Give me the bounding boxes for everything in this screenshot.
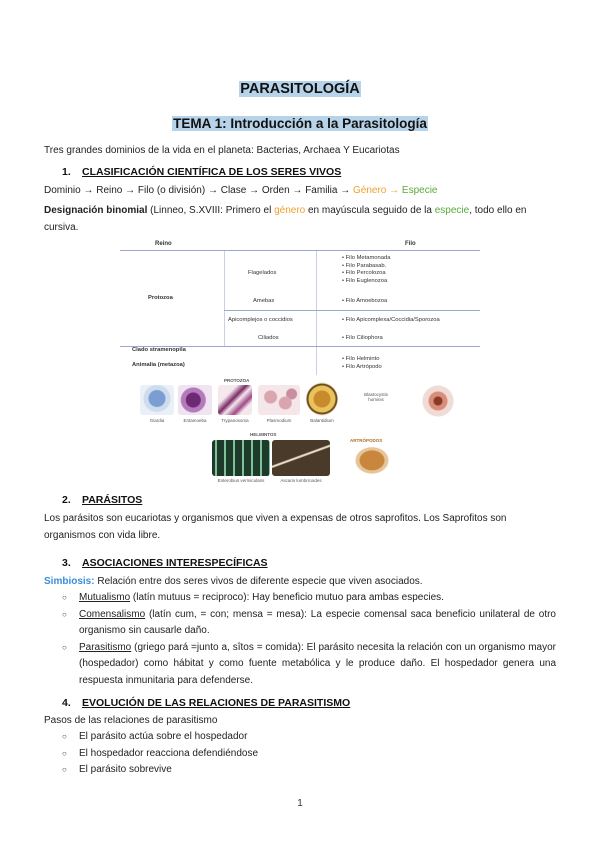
page-number: 1 xyxy=(297,798,303,809)
balantidium-image xyxy=(306,382,338,416)
list-item: ○ El parásito sobrevive xyxy=(62,764,172,775)
list-item: • Filo Euglenozoa xyxy=(342,277,388,284)
reino-protozoa: Protozoa xyxy=(148,295,173,301)
list-item: ○ El parásito actúa sobre el hospedador xyxy=(62,731,248,742)
reino-animalia: Animalia (metazoa) xyxy=(132,362,185,368)
plasmodium-image xyxy=(258,385,300,415)
giardia-image xyxy=(140,385,174,415)
filos-flagelados-list xyxy=(342,255,390,285)
group-apicomplejos: Apicomplejos o coccidios xyxy=(228,317,293,323)
page-subtitle: TEMA 1: Introducción a la Parasitología xyxy=(173,116,427,131)
ascaris-image xyxy=(272,440,330,476)
blastocystis-image xyxy=(416,382,460,420)
section-1-heading: 1. CLASIFICACIÓN CIENTÍFICA DE LOS SERES VIVOS xyxy=(62,166,342,178)
list-item: ○ Comensalismo (latín cum, = con; mensa = mesa): La especie comensal saca beneficio unilateral de otro organismo sin causarle daño. xyxy=(62,608,556,636)
trypanosoma-image xyxy=(218,385,252,415)
filo-apicomplejos: • Filo Apicomplexa/Coccidia/Sporozoa xyxy=(342,317,440,323)
list-item: • Filo Helminto xyxy=(342,356,380,362)
list-item: • Filo Artrópodo xyxy=(342,363,382,370)
group-amebas: Amebas xyxy=(253,298,275,304)
entamoeba-image xyxy=(178,385,212,415)
list-item: ○ Mutualismo (latín mutuus = reciproco): Hay beneficio mutuo para ambas especies. xyxy=(62,592,444,603)
intro-text: Tres grandes dominios de la vida en el planeta: Bacterias, Archaea Y Eucariotas xyxy=(44,145,400,156)
simbiosis-definition: Simbiosis: Relación entre dos seres vivos de diferente especie que viven asociados. xyxy=(44,576,423,587)
section-4-heading: 4. EVOLUCIÓN DE LAS RELACIONES DE PARASITISMO xyxy=(62,697,351,709)
list-item: ○ Parasitismo (griego pará =junto a, sîtos = comida): El parásito necesita la relación con un organismo mayor (hospedador) como hábitat y como fuente metabólica y le produce daño. El hospedador genera una respuesta inmunitaria para defenderse. xyxy=(62,641,556,686)
reino-clado-stramenopila: Clado stramenopila xyxy=(132,347,186,353)
classification-table xyxy=(120,240,480,375)
list-item: • Filo Metamonada xyxy=(342,255,391,261)
taxonomy-hierarchy: Dominio → Reino → Filo (o división) → Clase → Orden → Familia → Género → Especie xyxy=(44,185,438,196)
table-header-reino: Reino xyxy=(155,241,172,247)
protozoa-images: PROTOZOA Giardia Entamoeba Trypanosoma Plasmodium Balantidium Blastocystis hominis xyxy=(140,378,480,428)
binomial-designation: Designación binomial (Linneo, S.XVIII: Primero el género en mayúscula seguido de la especie, todo ello en cursiva. xyxy=(44,205,527,233)
section-2-heading: 2. PARÁSITOS xyxy=(62,494,143,506)
list-item: ○ El hospedador reacciona defendiéndose xyxy=(62,747,259,759)
table-header-filo: Filo xyxy=(405,241,416,247)
filos-animalia-list xyxy=(342,356,382,371)
artropodo-image xyxy=(350,446,394,478)
filo-ciliados: • Filo Ciliophora xyxy=(342,335,383,341)
evolucion-steps xyxy=(62,729,556,779)
evolucion-intro: Pasos de las relaciones de parasitismo xyxy=(44,715,218,726)
group-ciliados: Ciliados xyxy=(258,335,279,341)
parasitos-text: Los parásitos son eucariotas y organismos que viven a expensas de otros saprofitos. Los Saprofitos son organismos con vida libre. xyxy=(44,513,507,541)
list-item: • Filo Parabasab. xyxy=(342,262,387,269)
helmintos-artropodos-images: HELMINTOS Enterobius vermicularis Ascaris lumbricoides ARTRÓPODOS xyxy=(210,432,430,488)
filo-amebas: • Filo Amoebozoa xyxy=(342,298,388,304)
enterobius-image xyxy=(212,440,270,476)
section-3-heading: 3. ASOCIACIONES INTERESPECÍFICAS xyxy=(62,557,268,569)
list-item: • Filo Percolozoa xyxy=(342,270,386,276)
asociaciones-list xyxy=(62,590,556,689)
page-title: PARASITOLOGÍA xyxy=(240,81,360,97)
group-flagelados: Flagelados xyxy=(248,270,277,276)
